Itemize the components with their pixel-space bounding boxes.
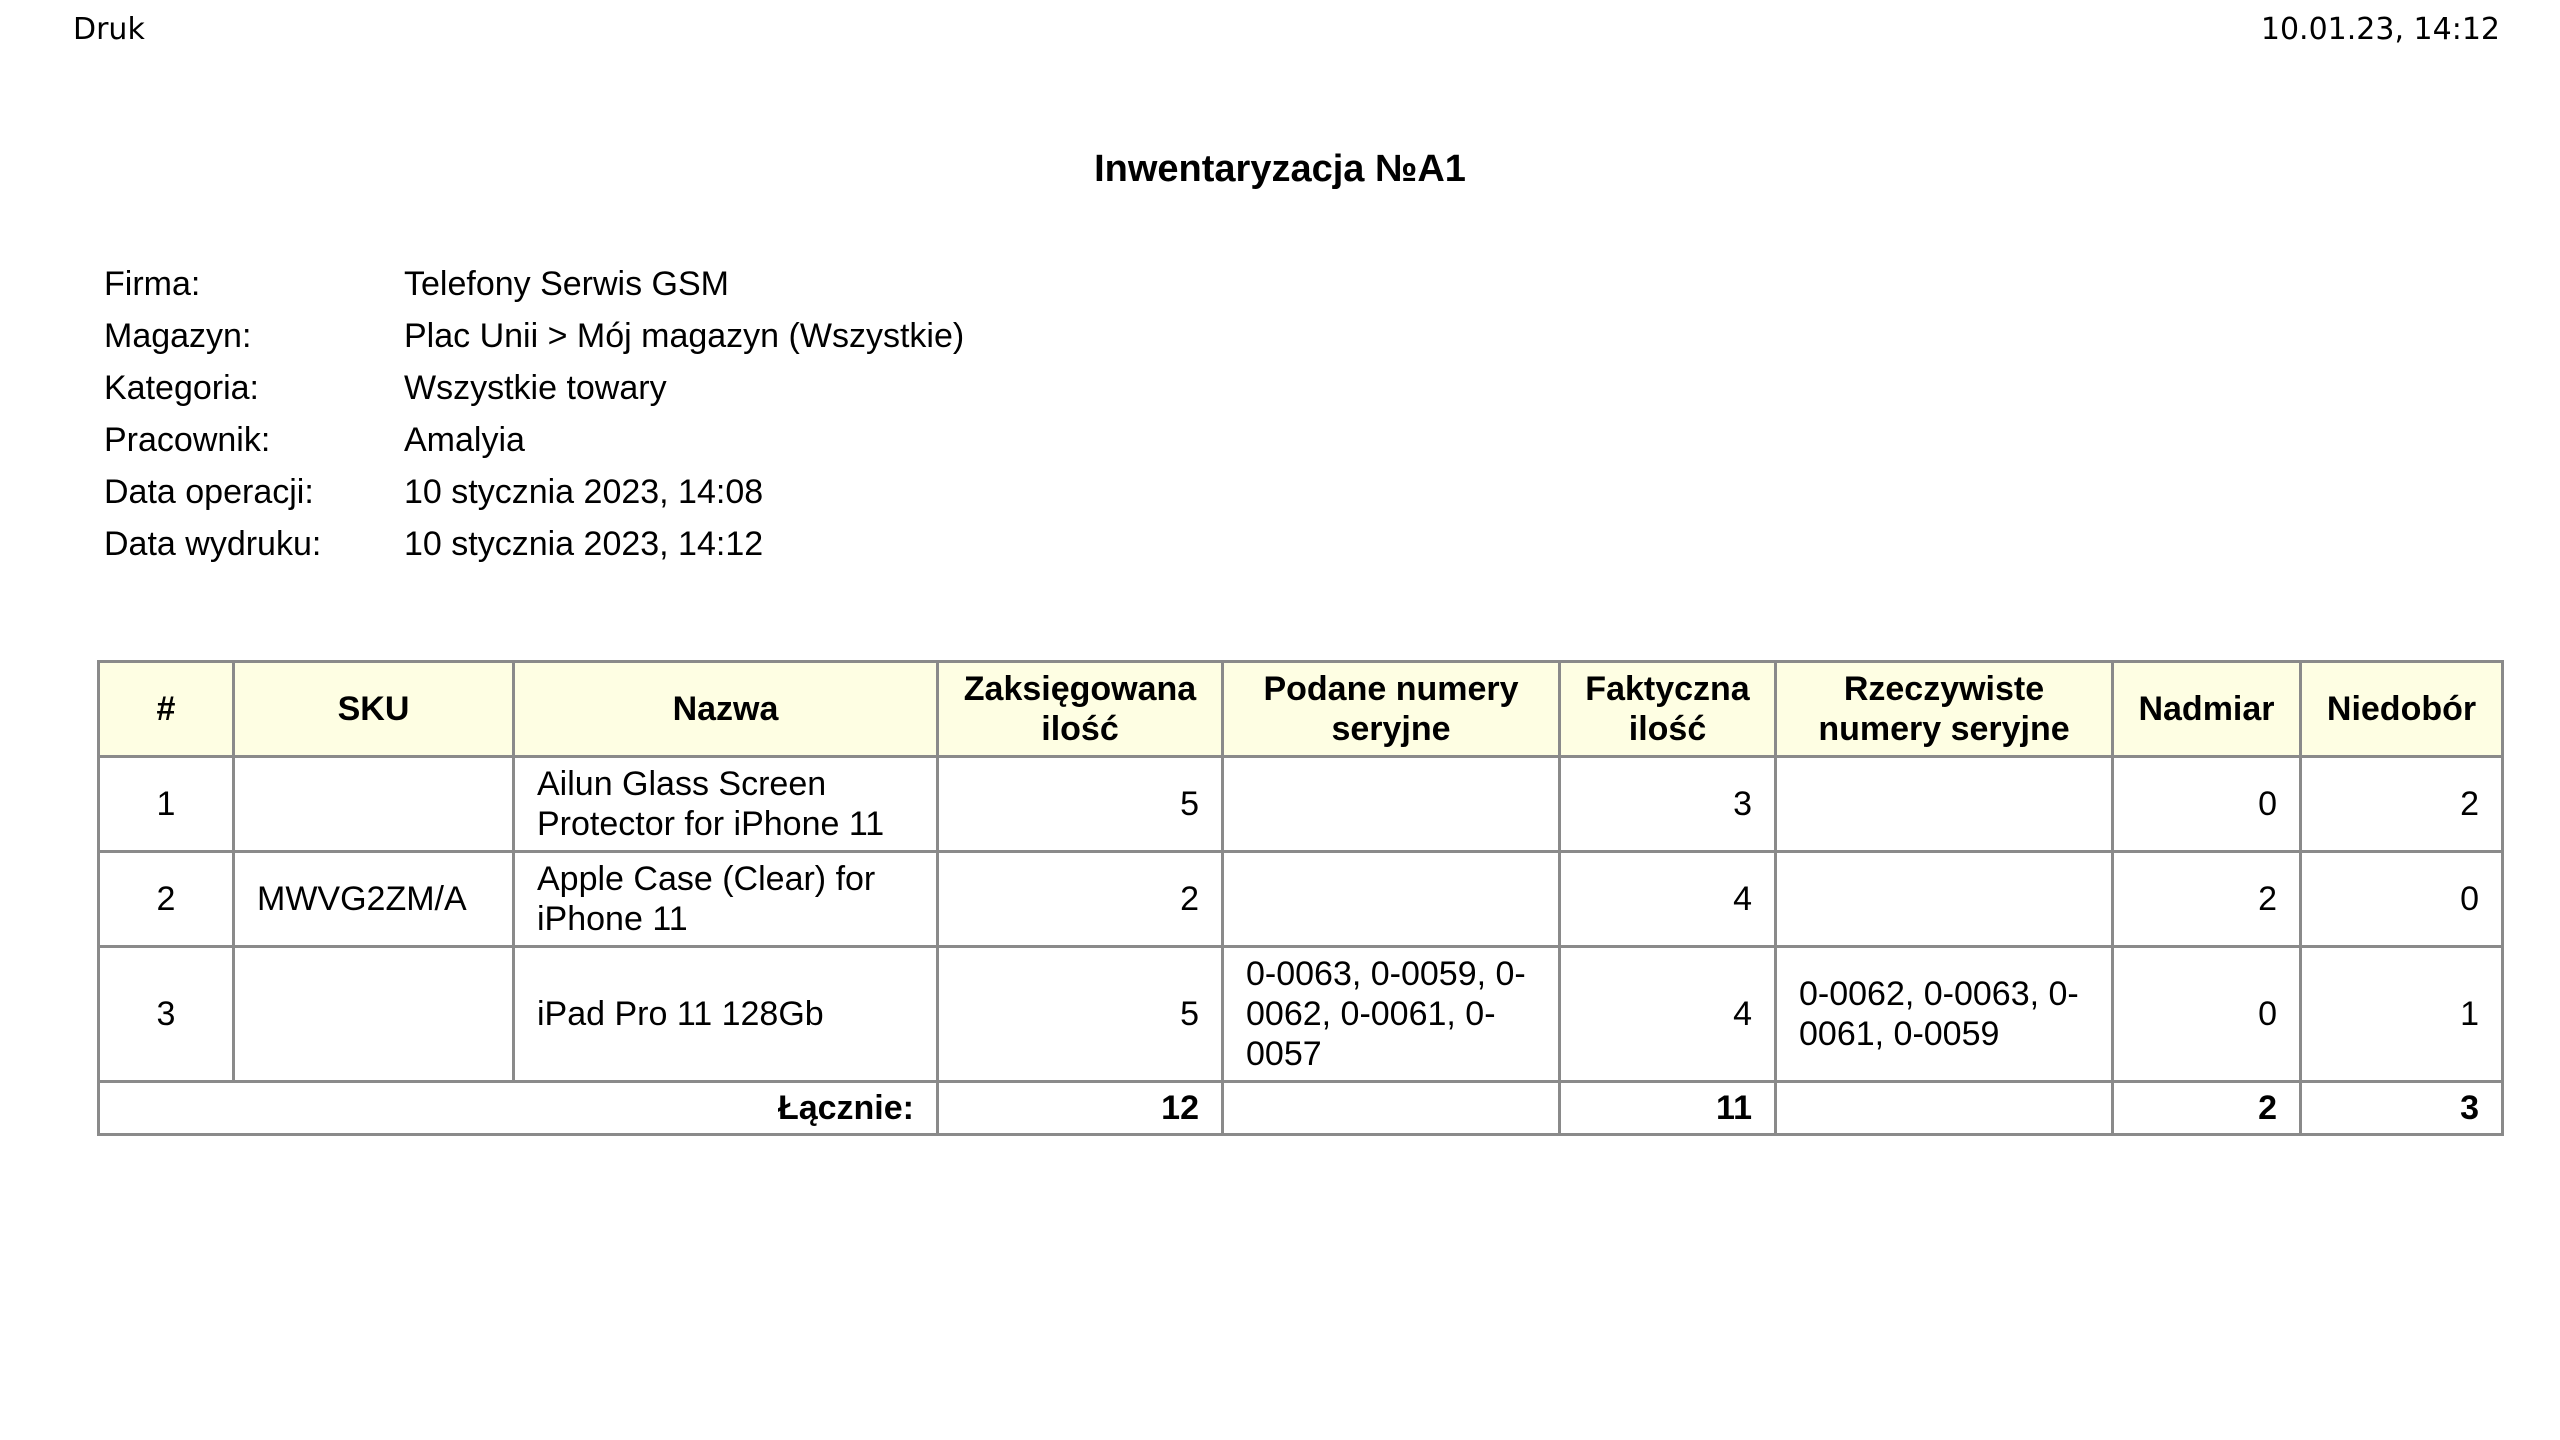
info-value: 10 stycznia 2023, 14:08: [404, 473, 764, 511]
cell-surplus: 2: [2113, 852, 2301, 947]
table-row: [99, 757, 2503, 852]
info-label: Data operacji:: [104, 473, 314, 511]
column-header-number: #: [99, 662, 234, 757]
document-info: [104, 258, 964, 570]
cell-sku: MWVG2ZM/A: [234, 852, 514, 947]
info-row-warehouse: [104, 310, 964, 362]
cell-shortage: 2: [2301, 757, 2503, 852]
print-header-datetime: 10.01.23, 14:12: [2260, 12, 2500, 47]
total-surplus: 2: [2113, 1082, 2301, 1135]
cell-sku: [234, 757, 514, 852]
totals-label: Łącznie:: [99, 1082, 938, 1135]
info-label: Firma:: [104, 265, 201, 303]
table-header-row: [99, 662, 2503, 757]
info-label: Magazyn:: [104, 317, 252, 355]
column-header-surplus: Nadmiar: [2113, 662, 2301, 757]
column-header-booked-qty: Zaksięgowana ilość: [938, 662, 1223, 757]
cell-actual-qty: 3: [1560, 757, 1776, 852]
column-header-actual-serials: Rzeczywiste numery seryjne: [1776, 662, 2113, 757]
info-label: Pracownik:: [104, 421, 271, 459]
totals-row: [99, 1082, 2503, 1135]
document-title: Inwentaryzacja №A1: [1094, 148, 1466, 190]
cell-actual-serials: 0-0062, 0-0063, 0-0061, 0-0059: [1776, 947, 2113, 1082]
cell-actual-serials: [1776, 852, 2113, 947]
column-header-given-serials: Podane numery seryjne: [1223, 662, 1560, 757]
cell-given-serials: [1223, 757, 1560, 852]
cell-number: 2: [99, 852, 234, 947]
info-value: Plac Unii > Mój magazyn (Wszystkie): [404, 317, 965, 355]
info-row-operation-date: [104, 466, 964, 518]
cell-surplus: 0: [2113, 947, 2301, 1082]
cell-given-serials: 0-0063, 0-0059, 0-0062, 0-0061, 0-0057: [1223, 947, 1560, 1082]
total-actual-qty: 11: [1560, 1082, 1776, 1135]
column-header-name: Nazwa: [514, 662, 938, 757]
cell-surplus: 0: [2113, 757, 2301, 852]
cell-actual-serials: [1776, 757, 2113, 852]
cell-name: iPad Pro 11 128Gb: [514, 947, 938, 1082]
cell-given-serials: [1223, 852, 1560, 947]
column-header-shortage: Niedobór: [2301, 662, 2503, 757]
info-label: Kategoria:: [104, 369, 259, 407]
cell-name: Apple Case (Clear) for iPhone 11: [514, 852, 938, 947]
info-value: Telefony Serwis GSM: [404, 265, 729, 303]
total-given-serials: [1223, 1082, 1560, 1135]
cell-sku: [234, 947, 514, 1082]
cell-shortage: 0: [2301, 852, 2503, 947]
cell-number: 1: [99, 757, 234, 852]
cell-booked-qty: 5: [938, 757, 1223, 852]
cell-booked-qty: 2: [938, 852, 1223, 947]
cell-number: 3: [99, 947, 234, 1082]
total-shortage: 3: [2301, 1082, 2503, 1135]
info-value: Wszystkie towary: [404, 369, 667, 407]
inventory-table: [97, 660, 2504, 1136]
table-row: [99, 947, 2503, 1082]
cell-shortage: 1: [2301, 947, 2503, 1082]
column-header-actual-qty: Faktyczna ilość: [1560, 662, 1776, 757]
print-header-label: Druk: [73, 12, 145, 47]
total-actual-serials: [1776, 1082, 2113, 1135]
total-booked-qty: 12: [938, 1082, 1223, 1135]
cell-booked-qty: 5: [938, 947, 1223, 1082]
cell-actual-qty: 4: [1560, 852, 1776, 947]
cell-actual-qty: 4: [1560, 947, 1776, 1082]
column-header-sku: SKU: [234, 662, 514, 757]
info-label: Data wydruku:: [104, 525, 322, 563]
info-row-print-date: [104, 518, 964, 570]
info-row-company: [104, 258, 964, 310]
cell-name: Ailun Glass Screen Protector for iPhone 11: [514, 757, 938, 852]
info-value: 10 stycznia 2023, 14:12: [404, 525, 764, 563]
table-row: [99, 852, 2503, 947]
info-row-employee: [104, 414, 964, 466]
info-row-category: [104, 362, 964, 414]
info-value: Amalyia: [404, 421, 525, 459]
